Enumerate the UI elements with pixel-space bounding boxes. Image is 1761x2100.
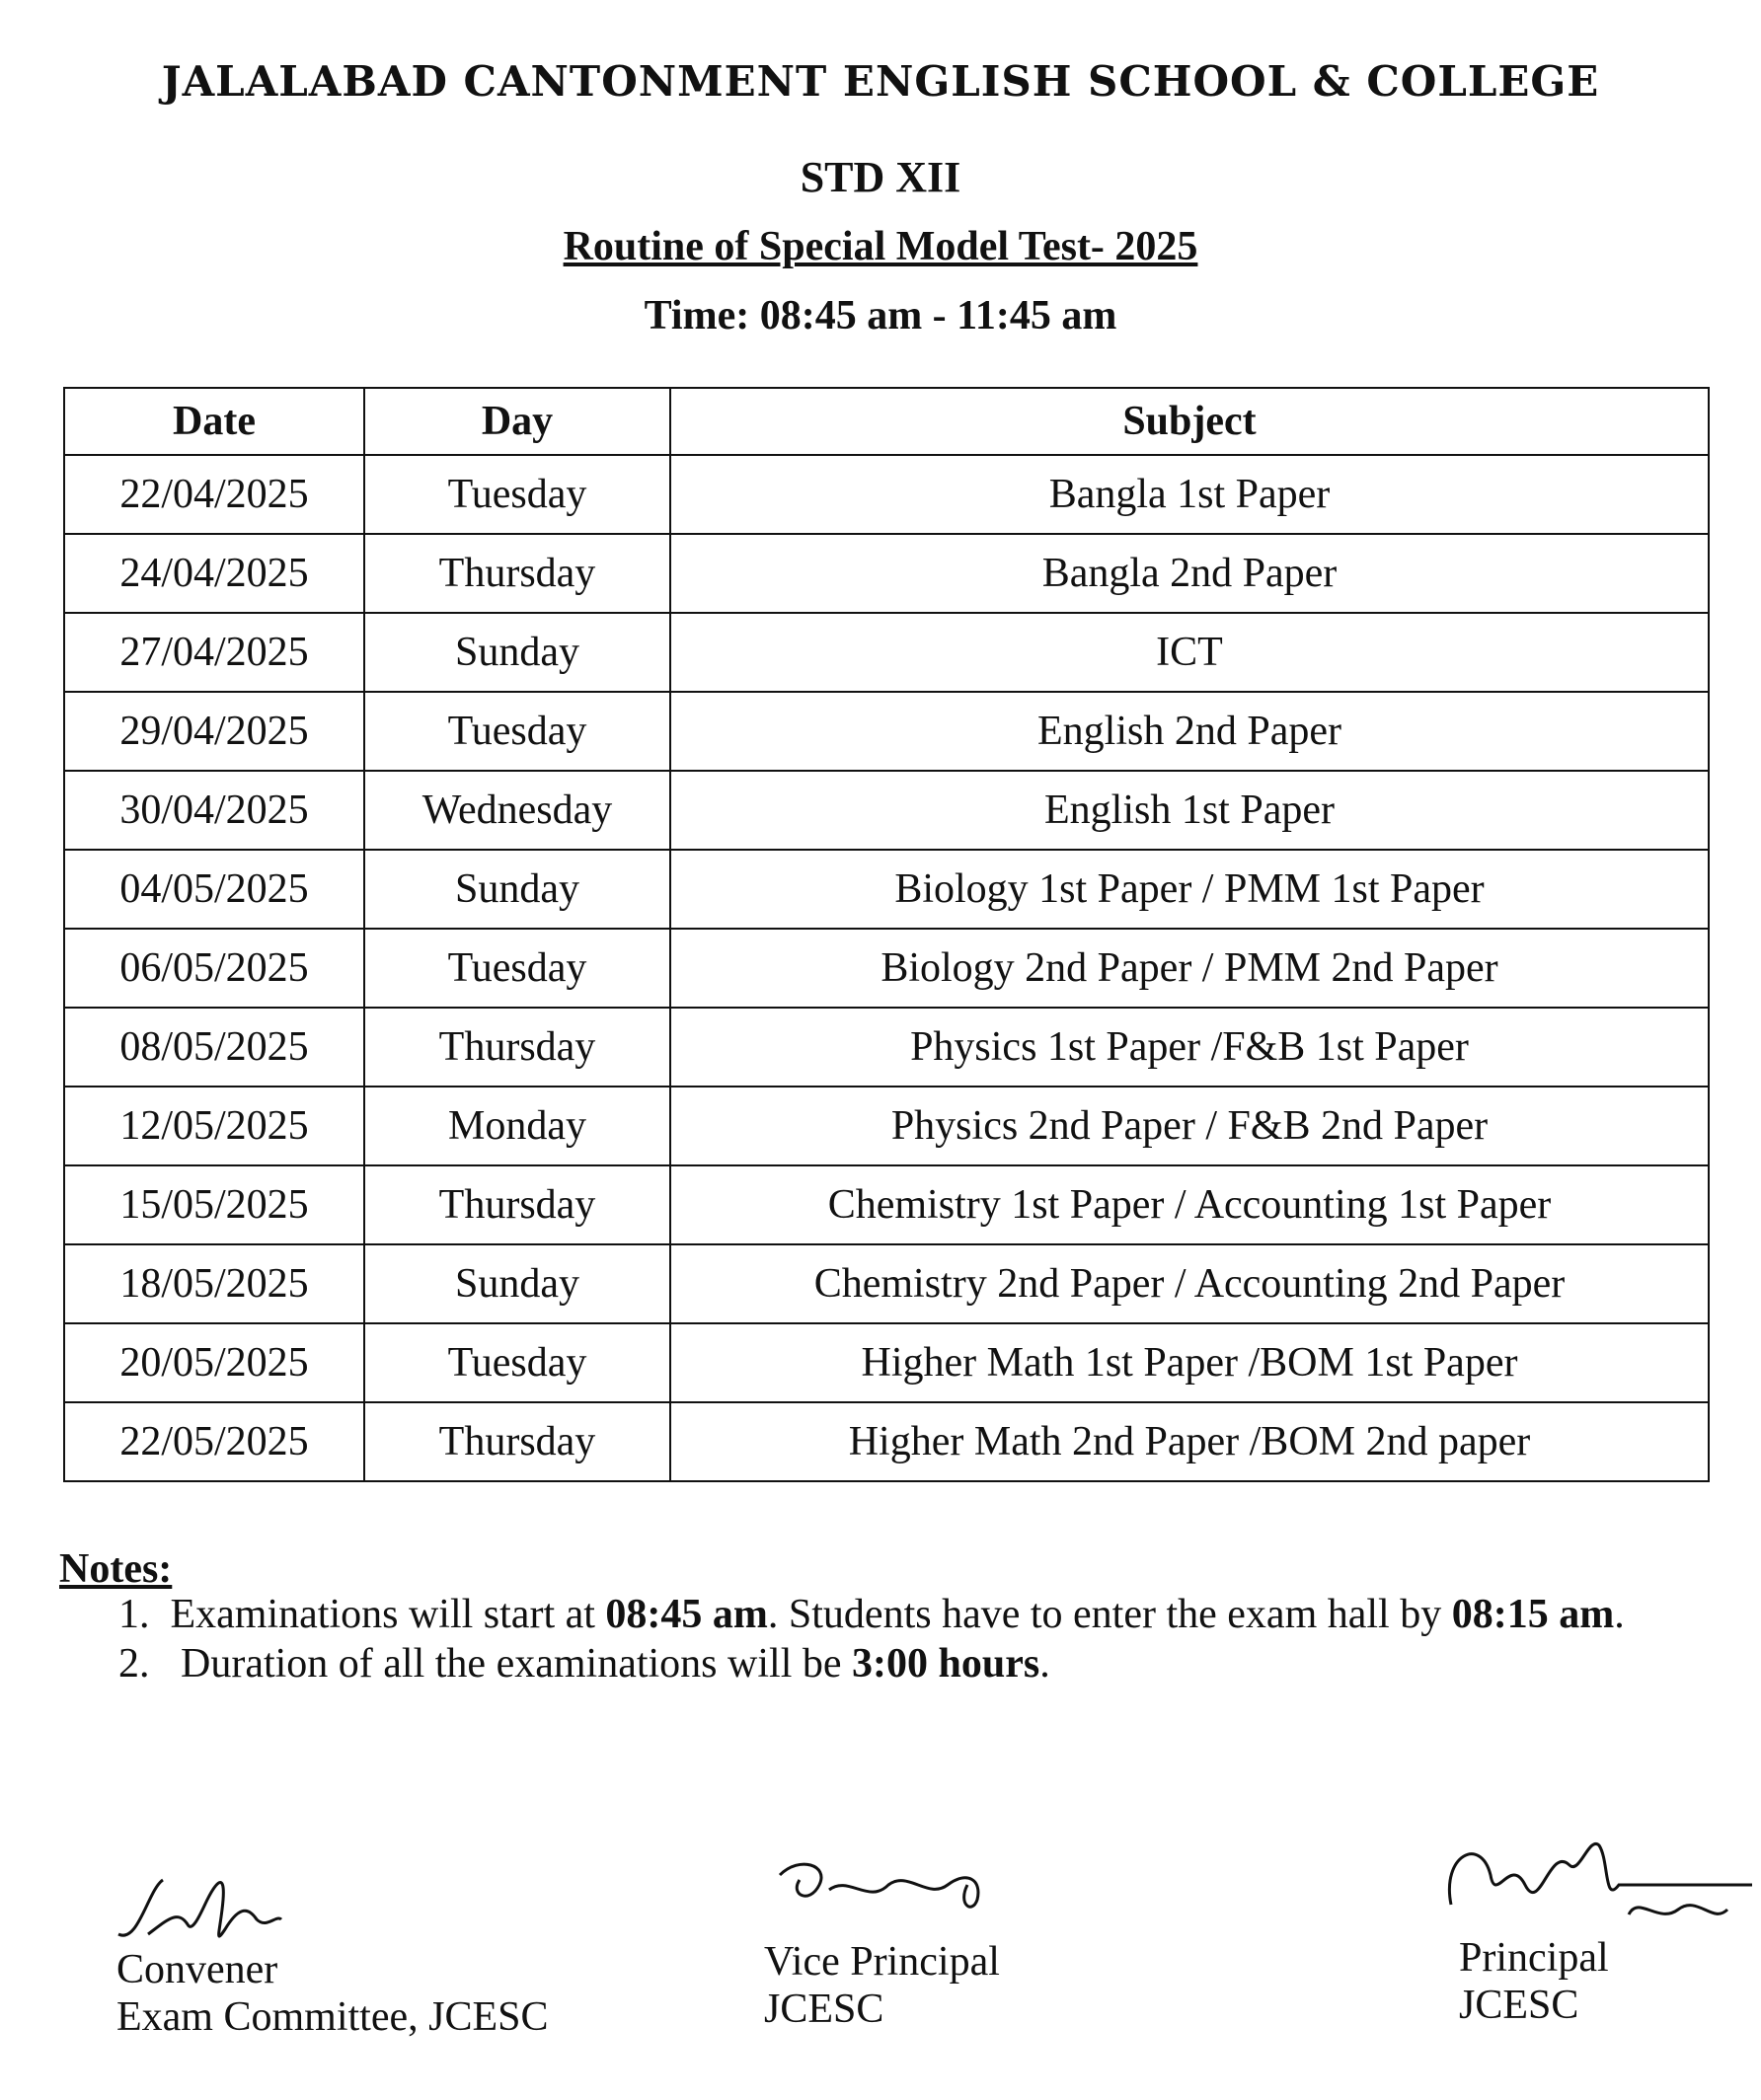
routine-title: Routine of Special Model Test- 2025 [563,224,1198,269]
cell-subject: Bangla 1st Paper [670,455,1709,534]
principal-role: Principal [1459,1935,1609,1981]
cell-date: 12/05/2025 [64,1087,364,1165]
school-name: JALALABAD CANTONMENT ENGLISH SCHOOL & COLLEGE [161,57,1600,106]
routine-table [63,387,1710,1482]
cell-date: 29/04/2025 [64,692,364,771]
cell-subject: Chemistry 1st Paper / Accounting 1st Paper [670,1165,1709,1244]
vice-principal-role: Vice Principal [764,1939,1000,1985]
table-row [64,534,1709,613]
cell-day: Tuesday [364,455,670,534]
principal-block [1459,1934,1609,2029]
notes-title: Notes: [59,1546,173,1592]
table-row [64,692,1709,771]
class-label: STD XII [800,153,961,201]
note-start-time: 08:45 am [605,1592,768,1637]
table-row [64,1087,1709,1165]
cell-date: 20/05/2025 [64,1323,364,1402]
table-header-row [64,388,1709,455]
cell-day: Sunday [364,850,670,929]
cell-day: Thursday [364,1402,670,1481]
note-entry-time: 08:15 am [1451,1592,1615,1637]
cell-subject: Higher Math 1st Paper /BOM 1st Paper [670,1323,1709,1402]
cell-subject: ICT [670,613,1709,692]
cell-subject: Higher Math 2nd Paper /BOM 2nd paper [670,1402,1709,1481]
vice-principal-org: JCESC [764,1987,884,2032]
header-subject: Subject [670,388,1709,455]
cell-date: 24/04/2025 [64,534,364,613]
cell-date: 27/04/2025 [64,613,364,692]
cell-day: Tuesday [364,1323,670,1402]
cell-day: Tuesday [364,929,670,1008]
note-2 [118,1640,1050,1688]
principal-org: JCESC [1459,1983,1579,2028]
exam-time: Time: 08:45 am - 11:45 am [644,293,1117,338]
cell-date: 18/05/2025 [64,1244,364,1323]
table-row [64,1008,1709,1087]
cell-day: Thursday [364,1165,670,1244]
cell-subject: Biology 2nd Paper / PMM 2nd Paper [670,929,1709,1008]
note-text: . [1614,1592,1625,1637]
table-row [64,1165,1709,1244]
cell-day: Sunday [364,1244,670,1323]
note-duration: 3:00 hours [852,1641,1040,1687]
header-day: Day [364,388,670,455]
cell-day: Monday [364,1087,670,1165]
cell-day: Sunday [364,613,670,692]
convener-role: Convener [116,1947,278,1992]
table-row [64,613,1709,692]
table-row [64,1402,1709,1481]
cell-day: Thursday [364,534,670,613]
cell-date: 22/04/2025 [64,455,364,534]
cell-day: Tuesday [364,692,670,771]
cell-date: 15/05/2025 [64,1165,364,1244]
cell-subject: English 1st Paper [670,771,1709,850]
note-text: . [1039,1641,1050,1687]
table-row [64,455,1709,534]
convener-org: Exam Committee, JCESC [116,1994,549,2040]
table-row [64,1323,1709,1402]
cell-subject: Chemistry 2nd Paper / Accounting 2nd Paper [670,1244,1709,1323]
cell-subject: Biology 1st Paper / PMM 1st Paper [670,850,1709,929]
cell-subject: Physics 2nd Paper / F&B 2nd Paper [670,1087,1709,1165]
convener-block [116,1946,549,2041]
cell-subject: Bangla 2nd Paper [670,534,1709,613]
note-number: 2. [118,1641,150,1687]
cell-subject: Physics 1st Paper /F&B 1st Paper [670,1008,1709,1087]
table-row [64,1244,1709,1323]
note-number: 1. [118,1592,150,1637]
cell-date: 04/05/2025 [64,850,364,929]
cell-date: 22/05/2025 [64,1402,364,1481]
header-date: Date [64,388,364,455]
note-text: Duration of all the examinations will be [181,1641,852,1687]
cell-day: Thursday [364,1008,670,1087]
note-1 [118,1591,1625,1638]
cell-subject: English 2nd Paper [670,692,1709,771]
table-row [64,771,1709,850]
note-text: Examinations will start at [170,1592,606,1637]
cell-date: 08/05/2025 [64,1008,364,1087]
cell-date: 30/04/2025 [64,771,364,850]
table-row [64,929,1709,1008]
cell-day: Wednesday [364,771,670,850]
note-text: . Students have to enter the exam hall by [767,1592,1452,1637]
cell-date: 06/05/2025 [64,929,364,1008]
table-row [64,850,1709,929]
convener-signature [109,1850,286,1959]
vice-principal-signature [770,1845,1007,1924]
vice-principal-block [764,1938,1000,2033]
